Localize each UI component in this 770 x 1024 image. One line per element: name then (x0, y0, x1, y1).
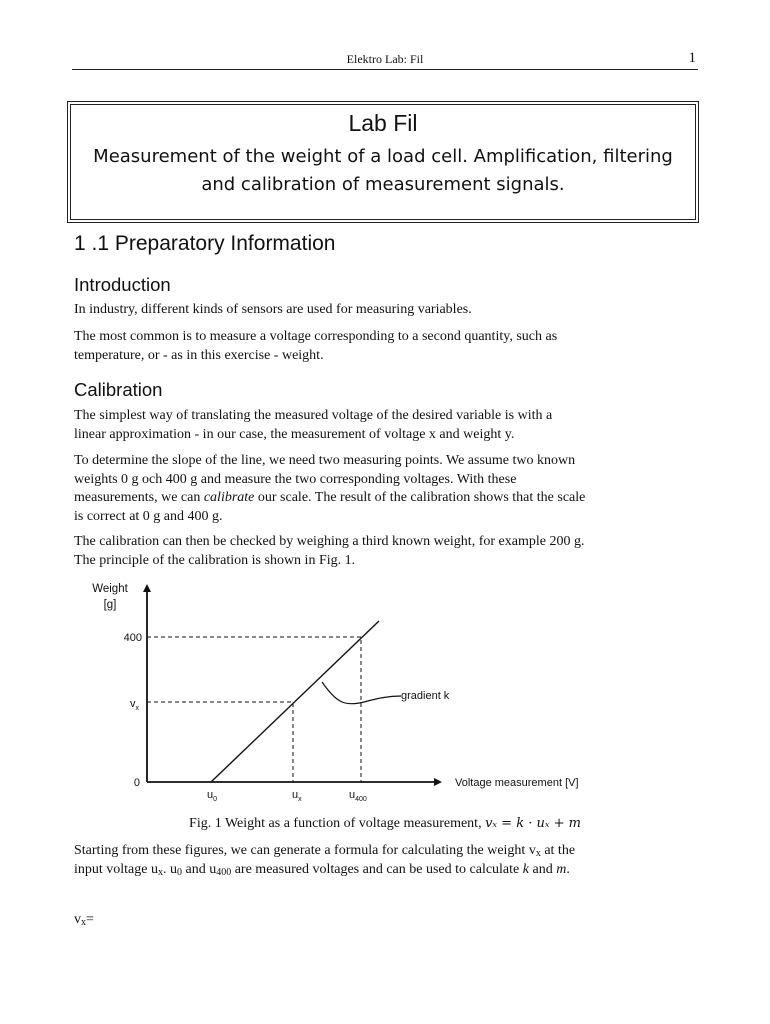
cal-p1-line-1: The simplest way of translating the measured voltage of the desired variable is with a (74, 408, 553, 423)
calibration-paragraph-1 (74, 407, 696, 444)
cal-p3-line-2: The principle of the calibration is shown in Fig. 1. (74, 552, 356, 568)
y-tick-400: 400 (123, 632, 142, 644)
caption-text: Fig. 1 Weight as a function of voltage measurement, (189, 816, 486, 831)
calibration-heading: Calibration (74, 379, 163, 400)
calibration-figure (74, 574, 634, 806)
cal-p2-line-3-b: our scale. The result of the calibration shows that the scale (254, 490, 586, 505)
cal-p3-line-1: The calibration can then be checked by weighing a third known weight, for example 200 g. (74, 534, 585, 549)
section-heading: 1 .1 Preparatory Information (74, 232, 336, 255)
closing-line-1: Starting from these figures, we can generate a formula for calculating the weight $v_x$ at the (74, 843, 576, 859)
intro-p2-line-1: The most common is to measure a voltage corresponding to a second quantity, such as (74, 329, 558, 344)
introduction-paragraph-1 (74, 301, 696, 320)
header-rule (72, 69, 698, 70)
y-axis-label-line-1: Weight (92, 583, 128, 595)
cal-p2-line-3-a: measurements, we can (74, 490, 204, 505)
x-tick-u400: $u_{400}$ (349, 789, 367, 803)
gradient-label: gradient k (401, 690, 450, 702)
title-box (67, 101, 699, 223)
formula-start: $v_x=$ (74, 912, 94, 928)
cal-p1-line-2: linear approximation - in our case, the measurement of voltage x and weight y. (74, 426, 515, 442)
figure-caption (74, 816, 696, 832)
running-header (72, 50, 698, 68)
x-tick-u0: $u_0$ (207, 789, 218, 803)
intro-p2-line-2: temperature, or - as in this exercise - weight. (74, 347, 324, 363)
y-tick-zero: 0 (133, 777, 140, 789)
introduction-paragraph-2 (74, 328, 696, 365)
lab-title: Lab Fil (348, 110, 418, 136)
cal-p2-line-3 (74, 489, 696, 508)
y-tick-vx: $v_x$ (130, 698, 139, 712)
dashed-guide-vx (147, 702, 293, 782)
calibration-paragraph-3 (74, 533, 696, 570)
y-axis-label-line-2: [g] (103, 599, 117, 611)
x-axis-label: Voltage measurement [V] (455, 777, 579, 789)
lab-subtitle: Measurement of the weight of a load cell. Amplification, filtering and calibration of measurement signals. (93, 146, 673, 195)
introduction-heading: Introduction (74, 274, 171, 295)
running-title: Elektro Lab: Fil (346, 52, 424, 66)
cal-p2-line-1: To determine the slope of the line, we need two measuring points. We assume two known (74, 453, 576, 468)
calibration-paragraph-2 (74, 452, 696, 526)
page-number: 1 (688, 50, 696, 66)
intro-p1-line: In industry, different kinds of sensors are used for measuring variables. (74, 302, 472, 317)
closing-line-2: input voltage $u_x$. $u_0$ and $u_{400}$ are measured voltages and can be used to calculate k and m. (74, 861, 570, 878)
cal-p2-line-4: is correct at 0 g and 400 g. (74, 508, 223, 524)
calibrate-emphasis: calibrate (203, 490, 255, 505)
closing-paragraph (74, 842, 696, 879)
x-tick-ux: $u_x$ (292, 789, 302, 803)
calibration-line (211, 621, 379, 782)
cal-p2-line-2: weights 0 g och 400 g and measure the two corresponding voltages. With these (74, 471, 517, 487)
caption-formula: vₓ = k · uₓ + m (485, 816, 581, 831)
dashed-guide-400 (147, 637, 361, 782)
